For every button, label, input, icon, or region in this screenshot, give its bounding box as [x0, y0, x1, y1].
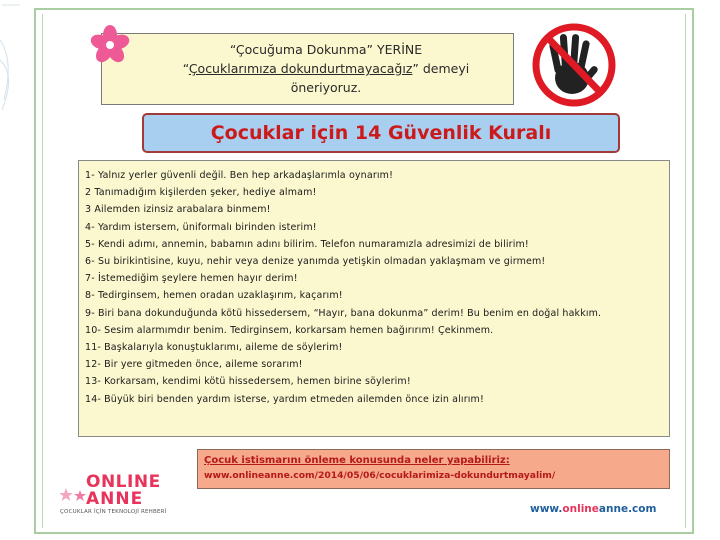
rule-item: 7- İstemediğim şeylere hemen hayır derim! — [85, 273, 298, 285]
header-line-3: öneriyoruz. — [290, 80, 362, 95]
site-url-prefix: www. — [530, 503, 563, 515]
online-anne-logo — [60, 472, 190, 522]
page-title: Çocuklar için 14 Güvenlik Kuralı — [142, 113, 620, 153]
stop-hand-icon — [528, 22, 620, 108]
site-url-brand: online — [562, 503, 599, 515]
rule-item: 13- Korkarsam, kendimi kötü hissedersem, hemen birine söylerim! — [85, 376, 411, 388]
logo-tagline: ÇOCUKLAR İÇİN TEKNOLOJİ REHBERİ — [60, 509, 167, 515]
prevention-question: Çocuk istismarını önleme konusunda neler yapabiliriz: — [204, 455, 510, 466]
rule-item: 6- Su birikintisine, kuyu, nehir veya denize yanımda yetişkin olmadan yaklaşmam ve girmem! — [85, 256, 546, 268]
header-line-1: “Çocuğuma Dokunma” YERİNE — [229, 42, 423, 57]
header-line-2-rest: ” demeyi — [412, 61, 470, 76]
article-link[interactable]: www.onlineanne.com/2014/05/06/cocuklarimiza-dokundurtmayalim/ — [204, 470, 556, 481]
rule-item: 2 Tanımadığım kişilerden şeker, hediye almam! — [85, 187, 317, 199]
rule-item: 4- Yardım istersem, üniformalı birinden isterim! — [85, 221, 317, 233]
rule-item: 3 Ailemden izinsiz arabalara binmem! — [85, 204, 271, 216]
site-url-suffix: anne.com — [598, 503, 657, 515]
decorative-side-lines — [0, 0, 22, 540]
logo-word-anne: ANNE — [86, 489, 144, 509]
rule-item: 9- Biri bana dokunduğunda kötü hissedersem, “Hayır, bana dokunma” derim! Bu benim en doğal hakkım. — [85, 307, 602, 319]
rule-item: 14- Büyük biri benden yardım isterse, yardım etmeden ailemden önce izin alırım! — [85, 393, 484, 405]
header-underlined-phrase: Çocuklarımıza dokundurtmayacağız — [188, 61, 413, 76]
prevention-info-box — [197, 449, 670, 489]
rule-item: 11- Başkalarıyla konuştuklarımı, aileme de söylerim! — [85, 342, 343, 354]
rule-item: 8- Tedirginsem, hemen oradan uzaklaşırım, kaçarım! — [85, 290, 343, 302]
header-quote-open: “ — [182, 61, 189, 76]
rule-item: 12- Bir yere gitmeden önce, aileme sorarım! — [85, 359, 303, 371]
site-url-link[interactable] — [530, 503, 656, 515]
rules-list — [78, 160, 670, 437]
header-line-2 — [126, 59, 526, 78]
rule-item: 10- Sesim alarmımdır benim. Tedirginsem, korkarsam hemen bağırırım! Çekinmem. — [85, 324, 494, 336]
header-text — [126, 40, 526, 97]
rule-item: 1- Yalnız yerler güvenli değil. Ben hep arkadaşlarımla oynarım! — [85, 170, 394, 181]
rule-item: 5- Kendi adımı, annemin, babamın adını bilirim. Telefon numaramızla adresimizi de bilirim! — [85, 238, 529, 250]
logo-word-online: ONLINE — [86, 472, 161, 492]
